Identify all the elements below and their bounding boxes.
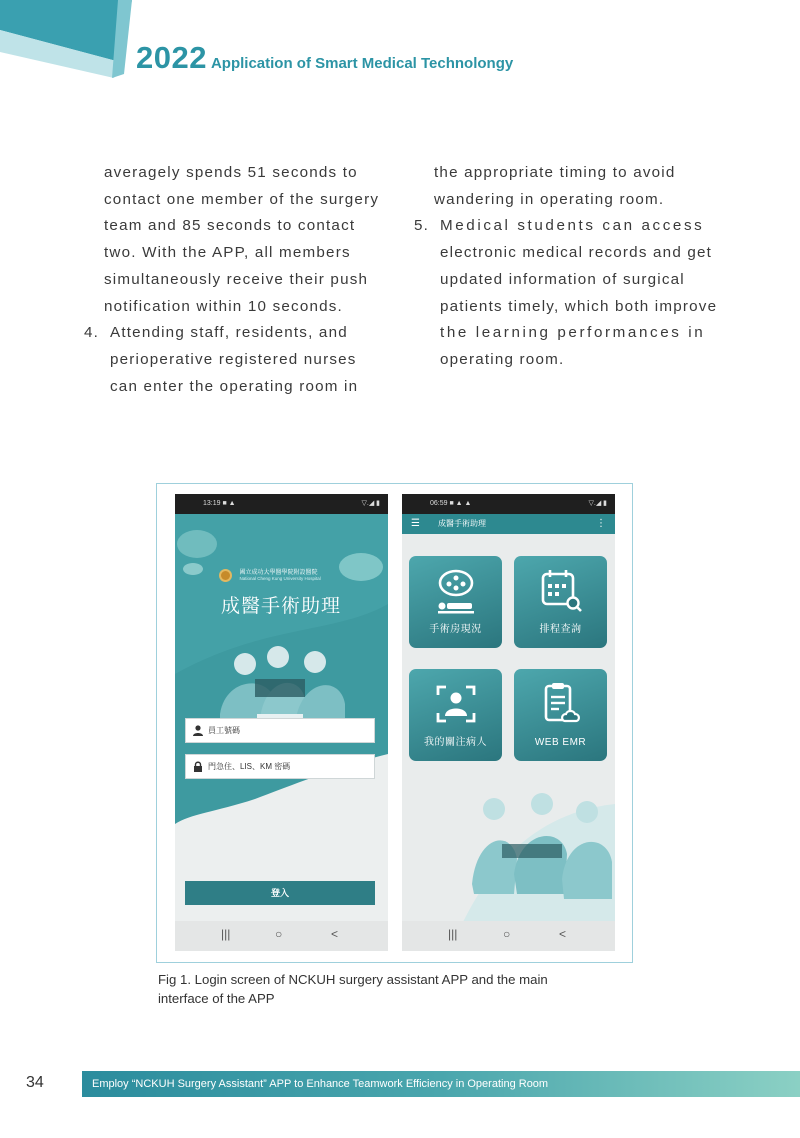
tile-web-emr[interactable]	[514, 669, 607, 761]
clipboard-cloud-icon	[539, 681, 583, 727]
app-bar	[402, 514, 615, 534]
login-screen-phone	[175, 494, 388, 951]
app-bar-title: 成醫手術助理	[438, 519, 486, 528]
list-item-4	[84, 320, 386, 400]
hospital-name-en: National Cheng Kung University Hospital	[239, 576, 321, 582]
lock-icon	[193, 761, 203, 772]
calendar-search-icon	[539, 568, 583, 614]
tile-operating-room-status[interactable]	[409, 556, 502, 648]
password-placeholder: 門急住、LIS、KM 密碼	[208, 762, 291, 771]
text-line: updated information of surgical	[440, 270, 685, 288]
text-line: perioperative registered nurses	[110, 350, 357, 368]
paragraph-continuation	[84, 160, 386, 320]
text-line: notification within 10 seconds.	[104, 297, 343, 315]
right-text-column	[414, 160, 722, 374]
header-year: 2022	[136, 40, 207, 75]
text-line: Attending staff, residents, and	[110, 324, 348, 342]
login-app-title: 成醫手術助理	[221, 596, 342, 617]
back-button[interactable]: <	[559, 927, 567, 941]
android-nav-bar	[175, 921, 388, 951]
tile-schedule-search[interactable]	[514, 556, 607, 648]
hospital-logo	[219, 567, 321, 585]
page-number: 34	[26, 1074, 44, 1091]
recent-apps-button[interactable]: |||	[221, 927, 231, 941]
status-bar	[402, 494, 615, 514]
status-time: 13:19	[203, 500, 221, 507]
paragraph-continuation	[414, 160, 722, 213]
caption-line: Fig 1. Login screen of NCKUH surgery assistant APP and the main	[158, 972, 548, 987]
text-line: electronic medical records and get	[440, 244, 713, 262]
operating-room-icon	[434, 568, 478, 614]
main-screen-phone	[402, 494, 615, 951]
home-button[interactable]: ○	[275, 927, 283, 941]
hospital-name-cn: 國立成功大學醫學院附設醫院	[239, 570, 318, 577]
header-title	[136, 40, 513, 76]
status-time: 06:59	[430, 500, 448, 507]
menu-icon[interactable]: ☰	[411, 518, 420, 529]
text-line: averagely spends 51 seconds to	[104, 164, 358, 181]
footer-band: Employ “NCKUH Surgery Assistant” APP to Enhance Teamwork Efficiency in Operating Room	[82, 1071, 800, 1097]
tile-label: WEB EMR	[534, 737, 587, 748]
text-line: two. With the APP, all members	[104, 244, 351, 262]
status-icons: ■ ▲ ▲	[449, 500, 472, 507]
signal-battery-icon: ▽.◢ ▮	[588, 500, 607, 507]
text-line: patients timely, which both improve	[440, 297, 718, 315]
tile-label: 排程查詢	[539, 624, 582, 635]
login-button[interactable]: 登入	[185, 881, 375, 905]
tile-label: 我的關注病人	[424, 737, 487, 748]
surgeons-illustration	[402, 774, 615, 924]
more-options-icon[interactable]: ⋮	[596, 518, 606, 529]
tile-label: 手術房現況	[429, 624, 482, 635]
recent-apps-button[interactable]: |||	[448, 927, 458, 941]
text-line: team and 85 seconds to contact	[104, 217, 356, 235]
employee-id-input[interactable]	[185, 718, 375, 743]
employee-id-placeholder: 員工號碼	[208, 726, 240, 735]
text-line: contact one member of the surgery	[104, 190, 380, 208]
password-input[interactable]	[185, 754, 375, 779]
text-line: can enter the operating room in	[110, 377, 359, 395]
caption-line: interface of the APP	[158, 991, 275, 1006]
status-icons: ■ ▲	[222, 500, 236, 507]
back-button[interactable]: <	[331, 927, 339, 941]
text-line: Medical students can access	[440, 217, 705, 235]
list-item-number: 4.	[84, 324, 100, 342]
patient-focus-icon	[434, 681, 478, 727]
list-item-number: 5.	[414, 217, 430, 235]
signal-battery-icon: ▽.◢ ▮	[361, 500, 380, 507]
text-line: wandering in operating room.	[434, 190, 665, 208]
android-nav-bar	[402, 921, 615, 951]
text-line: operating room.	[440, 350, 565, 368]
hospital-emblem-icon	[219, 569, 232, 582]
status-bar	[175, 494, 388, 514]
left-text-column	[84, 160, 386, 400]
home-button[interactable]: ○	[503, 927, 511, 941]
text-line: the appropriate timing to avoid	[434, 164, 676, 181]
text-line: simultaneously receive their push	[104, 270, 369, 288]
header-subtitle: Application of Smart Medical Technolongy	[210, 55, 514, 72]
user-icon	[193, 725, 203, 736]
figure-caption	[158, 970, 628, 1008]
text-line: the learning performances in	[440, 324, 706, 342]
tile-my-patients[interactable]	[409, 669, 502, 761]
list-item-5	[414, 213, 722, 373]
